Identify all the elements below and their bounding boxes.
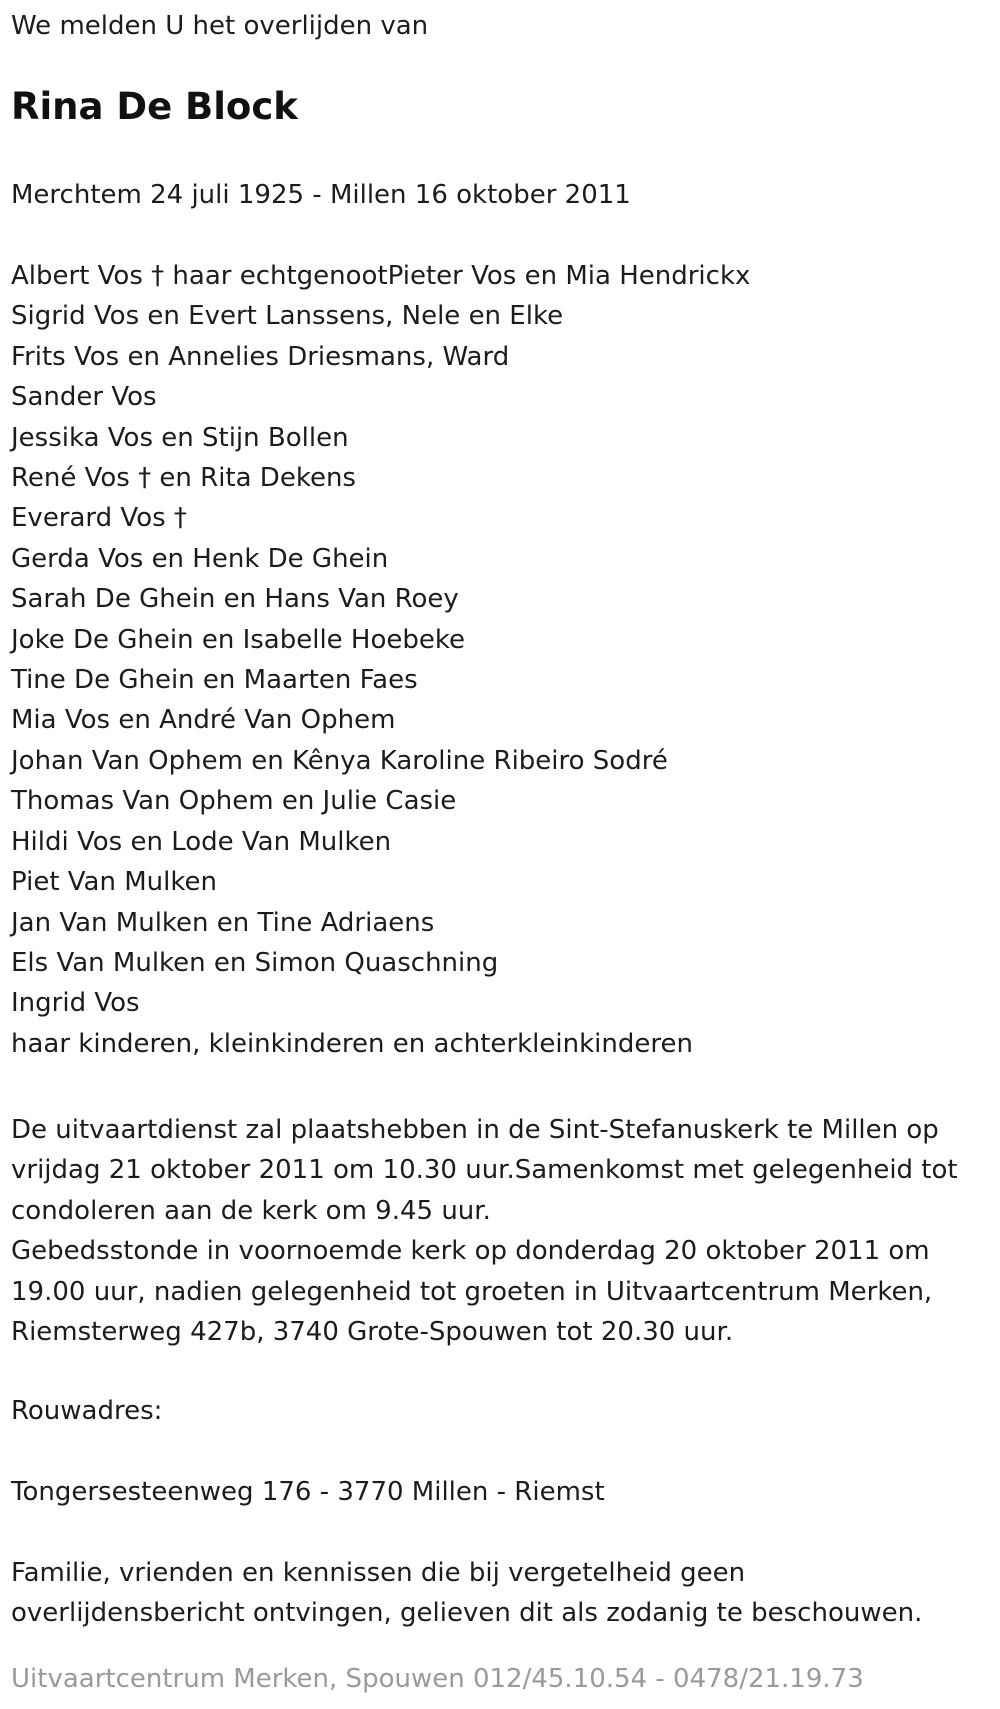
family-line: Sigrid Vos en Evert Lanssens, Nele en Elke — [11, 301, 564, 332]
mourning-address: Tongersesteenweg 176 - 3770 Millen - Riemst — [11, 1477, 605, 1507]
service-line: Gebedsstonde in voornoemde kerk op donderdag 20 oktober 2011 om — [11, 1236, 930, 1267]
family-line: Mia Vos en André Van Ophem — [11, 705, 396, 736]
notice-text — [11, 1553, 922, 1634]
family-list — [11, 256, 750, 1064]
mourning-address-label: Rouwadres: — [11, 1396, 163, 1426]
family-line: Frits Vos en Annelies Driesmans, Ward — [11, 341, 510, 372]
family-line: Gerda Vos en Henk De Ghein — [11, 543, 389, 574]
family-line: Thomas Van Ophem en Julie Casie — [11, 786, 457, 817]
family-line: Els Van Mulken en Simon Quaschning — [11, 947, 499, 978]
deceased-name: Rina De Block — [11, 85, 298, 128]
family-line: Albert Vos † haar echtgenootPieter Vos en Mia Hendrickx — [11, 261, 751, 291]
family-line: Piet Van Mulken — [11, 867, 217, 898]
family-line: Johan Van Ophem en Kênya Karoline Ribeiro Sodré — [11, 745, 668, 776]
family-line: René Vos † en Rita Dekens — [11, 463, 356, 494]
family-line: Tine De Ghein en Maarten Faes — [11, 665, 418, 696]
notice-line: Familie, vrienden en kennissen die bij vergetelheid geen — [11, 1558, 746, 1588]
family-line: Ingrid Vos — [11, 988, 140, 1019]
funeral-home-footer: Uitvaartcentrum Merken, Spouwen 012/45.10.54 - 0478/21.19.73 — [11, 1664, 864, 1694]
funeral-service-details — [11, 1110, 958, 1352]
family-line: haar kinderen, kleinkinderen en achterkleinkinderen — [11, 1028, 693, 1059]
birth-death-dates: Merchtem 24 juli 1925 - Millen 16 oktober 2011 — [11, 180, 631, 210]
family-line: Joke De Ghein en Isabelle Hoebeke — [11, 624, 466, 655]
service-line: Riemsterweg 427b, 3740 Grote-Spouwen tot 20.30 uur. — [11, 1317, 734, 1348]
family-line: Sarah De Ghein en Hans Van Roey — [11, 584, 459, 615]
family-line: Jan Van Mulken en Tine Adriaens — [11, 907, 435, 938]
family-line: Everard Vos † — [11, 503, 187, 534]
service-line: De uitvaartdienst zal plaatshebben in de Sint-Stefanuskerk te Millen op — [11, 1115, 939, 1145]
family-line: Jessika Vos en Stijn Bollen — [11, 422, 349, 453]
family-line: Sander Vos — [11, 382, 157, 413]
family-line: Hildi Vos en Lode Van Mulken — [11, 826, 392, 857]
service-line: vrijdag 21 oktober 2011 om 10.30 uur.Samenkomst met gelegenheid tot — [11, 1155, 958, 1186]
notice-line: overlijdensbericht ontvingen, gelieven dit als zodanig te beschouwen. — [11, 1598, 923, 1629]
service-line: 19.00 uur, nadien gelegenheid tot groeten in Uitvaartcentrum Merken, — [11, 1276, 933, 1307]
service-line: condoleren aan de kerk om 9.45 uur. — [11, 1195, 491, 1226]
intro-text: We melden U het overlijden van — [11, 11, 429, 41]
